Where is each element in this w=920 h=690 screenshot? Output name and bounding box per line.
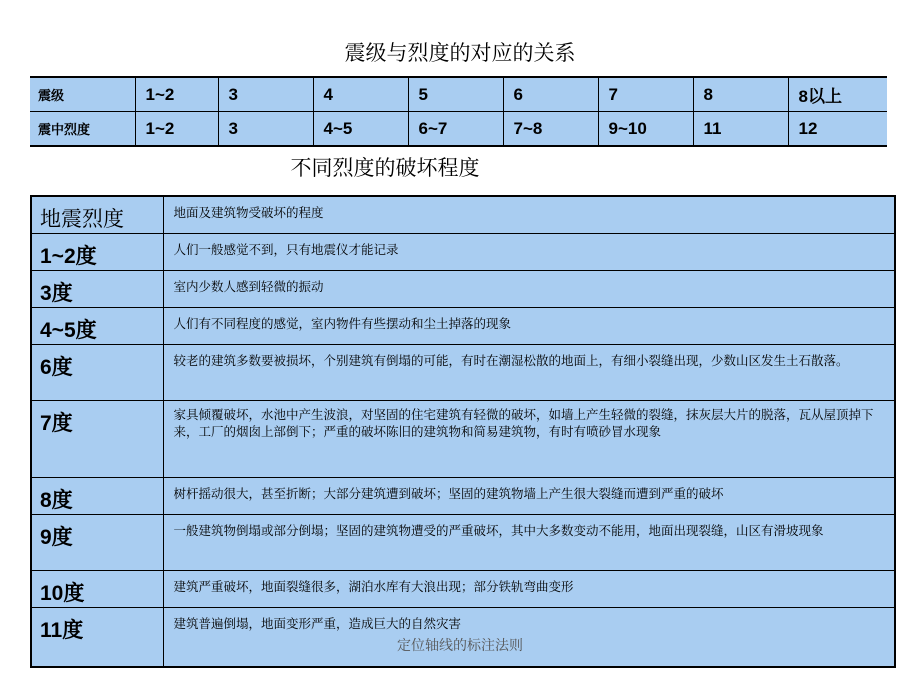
damage-description: 一般建筑物倒塌或部分倒塌；坚固的建筑物遭受的严重破坏，其中大多数变动不能用，地面出现裂缝，山区有滑坡现象 [163,515,895,571]
table-row [31,515,895,571]
table-row [31,345,895,401]
table-row [31,271,895,308]
table-row [31,478,895,515]
magnitude-cell: 8以上 [788,77,887,112]
damage-description: 人们有不同程度的感觉，室内物件有些摆动和尘土掉落的现象 [163,308,895,345]
intensity-cell: 6~7 [408,112,503,147]
intensity-level: 4~5度 [31,308,163,345]
table-row [31,308,895,345]
damage-description: 较老的建筑多数要被损坏，个别建筑有倒塌的可能，有时在潮湿松散的地面上，有细小裂缝出现，少数山区发生土石散落。 [163,345,895,401]
intensity-cell: 4~5 [313,112,408,147]
magnitude-row [30,77,887,112]
table-row [31,571,895,608]
magnitude-intensity-table [30,76,887,147]
damage-description: 室内少数人感到轻微的振动 [163,271,895,308]
intensity-cell: 9~10 [598,112,693,147]
magnitude-cell: 6 [503,77,598,112]
intensity-level: 8度 [31,478,163,515]
row-label: 震中烈度 [30,112,135,147]
intensity-level: 6度 [31,345,163,401]
magnitude-cell: 4 [313,77,408,112]
footer-caption: 定位轴线的标注法则 [397,638,523,654]
damage-description: 建筑严重破坏，地面裂缝很多，湖泊水库有大浪出现；部分铁轨弯曲变形 [163,571,895,608]
intensity-level: 11度 [31,608,163,667]
row-label: 震级 [30,77,135,112]
intensity-damage-table [30,195,896,668]
intensity-level: 1~2度 [31,234,163,271]
intensity-cell: 3 [218,112,313,147]
magnitude-cell: 1~2 [135,77,218,112]
intensity-level: 9度 [31,515,163,571]
table1-title: 震级与烈度的对应的关系 [344,41,576,65]
magnitude-cell: 5 [408,77,503,112]
damage-description: 家具倾覆破坏，水池中产生波浪，对坚固的住宅建筑有轻微的破坏，如墙上产生轻微的裂缝，抹灰层大片的脱落，瓦从屋顶掉下来，工厂的烟囱上部倒下；严重的破坏陈旧的建筑物和简易建筑物，有时有喷砂冒水现象 [163,401,895,478]
magnitude-cell: 3 [218,77,313,112]
table-header-row [31,196,895,234]
header-damage: 地面及建筑物受破坏的程度 [163,196,895,234]
header-intensity: 地震烈度 [31,196,163,234]
magnitude-cell: 7 [598,77,693,112]
epicenter-intensity-row [30,112,887,147]
table-row [31,234,895,271]
intensity-cell: 11 [693,112,788,147]
intensity-level: 7度 [31,401,163,478]
damage-description: 人们一般感觉不到，只有地震仪才能记录 [163,234,895,271]
intensity-level: 3度 [31,271,163,308]
intensity-level: 10度 [31,571,163,608]
damage-description: 树杆摇动很大，甚至折断；大部分建筑遭到破坏；坚固的建筑物墙上产生很大裂缝而遭到严重的破坏 [163,478,895,515]
intensity-cell: 7~8 [503,112,598,147]
intensity-cell: 12 [788,112,887,147]
magnitude-cell: 8 [693,77,788,112]
table-row [31,401,895,478]
damage-description: 建筑普遍倒塌，地面变形严重，造成巨大的自然灾害 [163,608,895,667]
intensity-cell: 1~2 [135,112,218,147]
table2-title: 不同烈度的破坏程度 [290,156,480,180]
